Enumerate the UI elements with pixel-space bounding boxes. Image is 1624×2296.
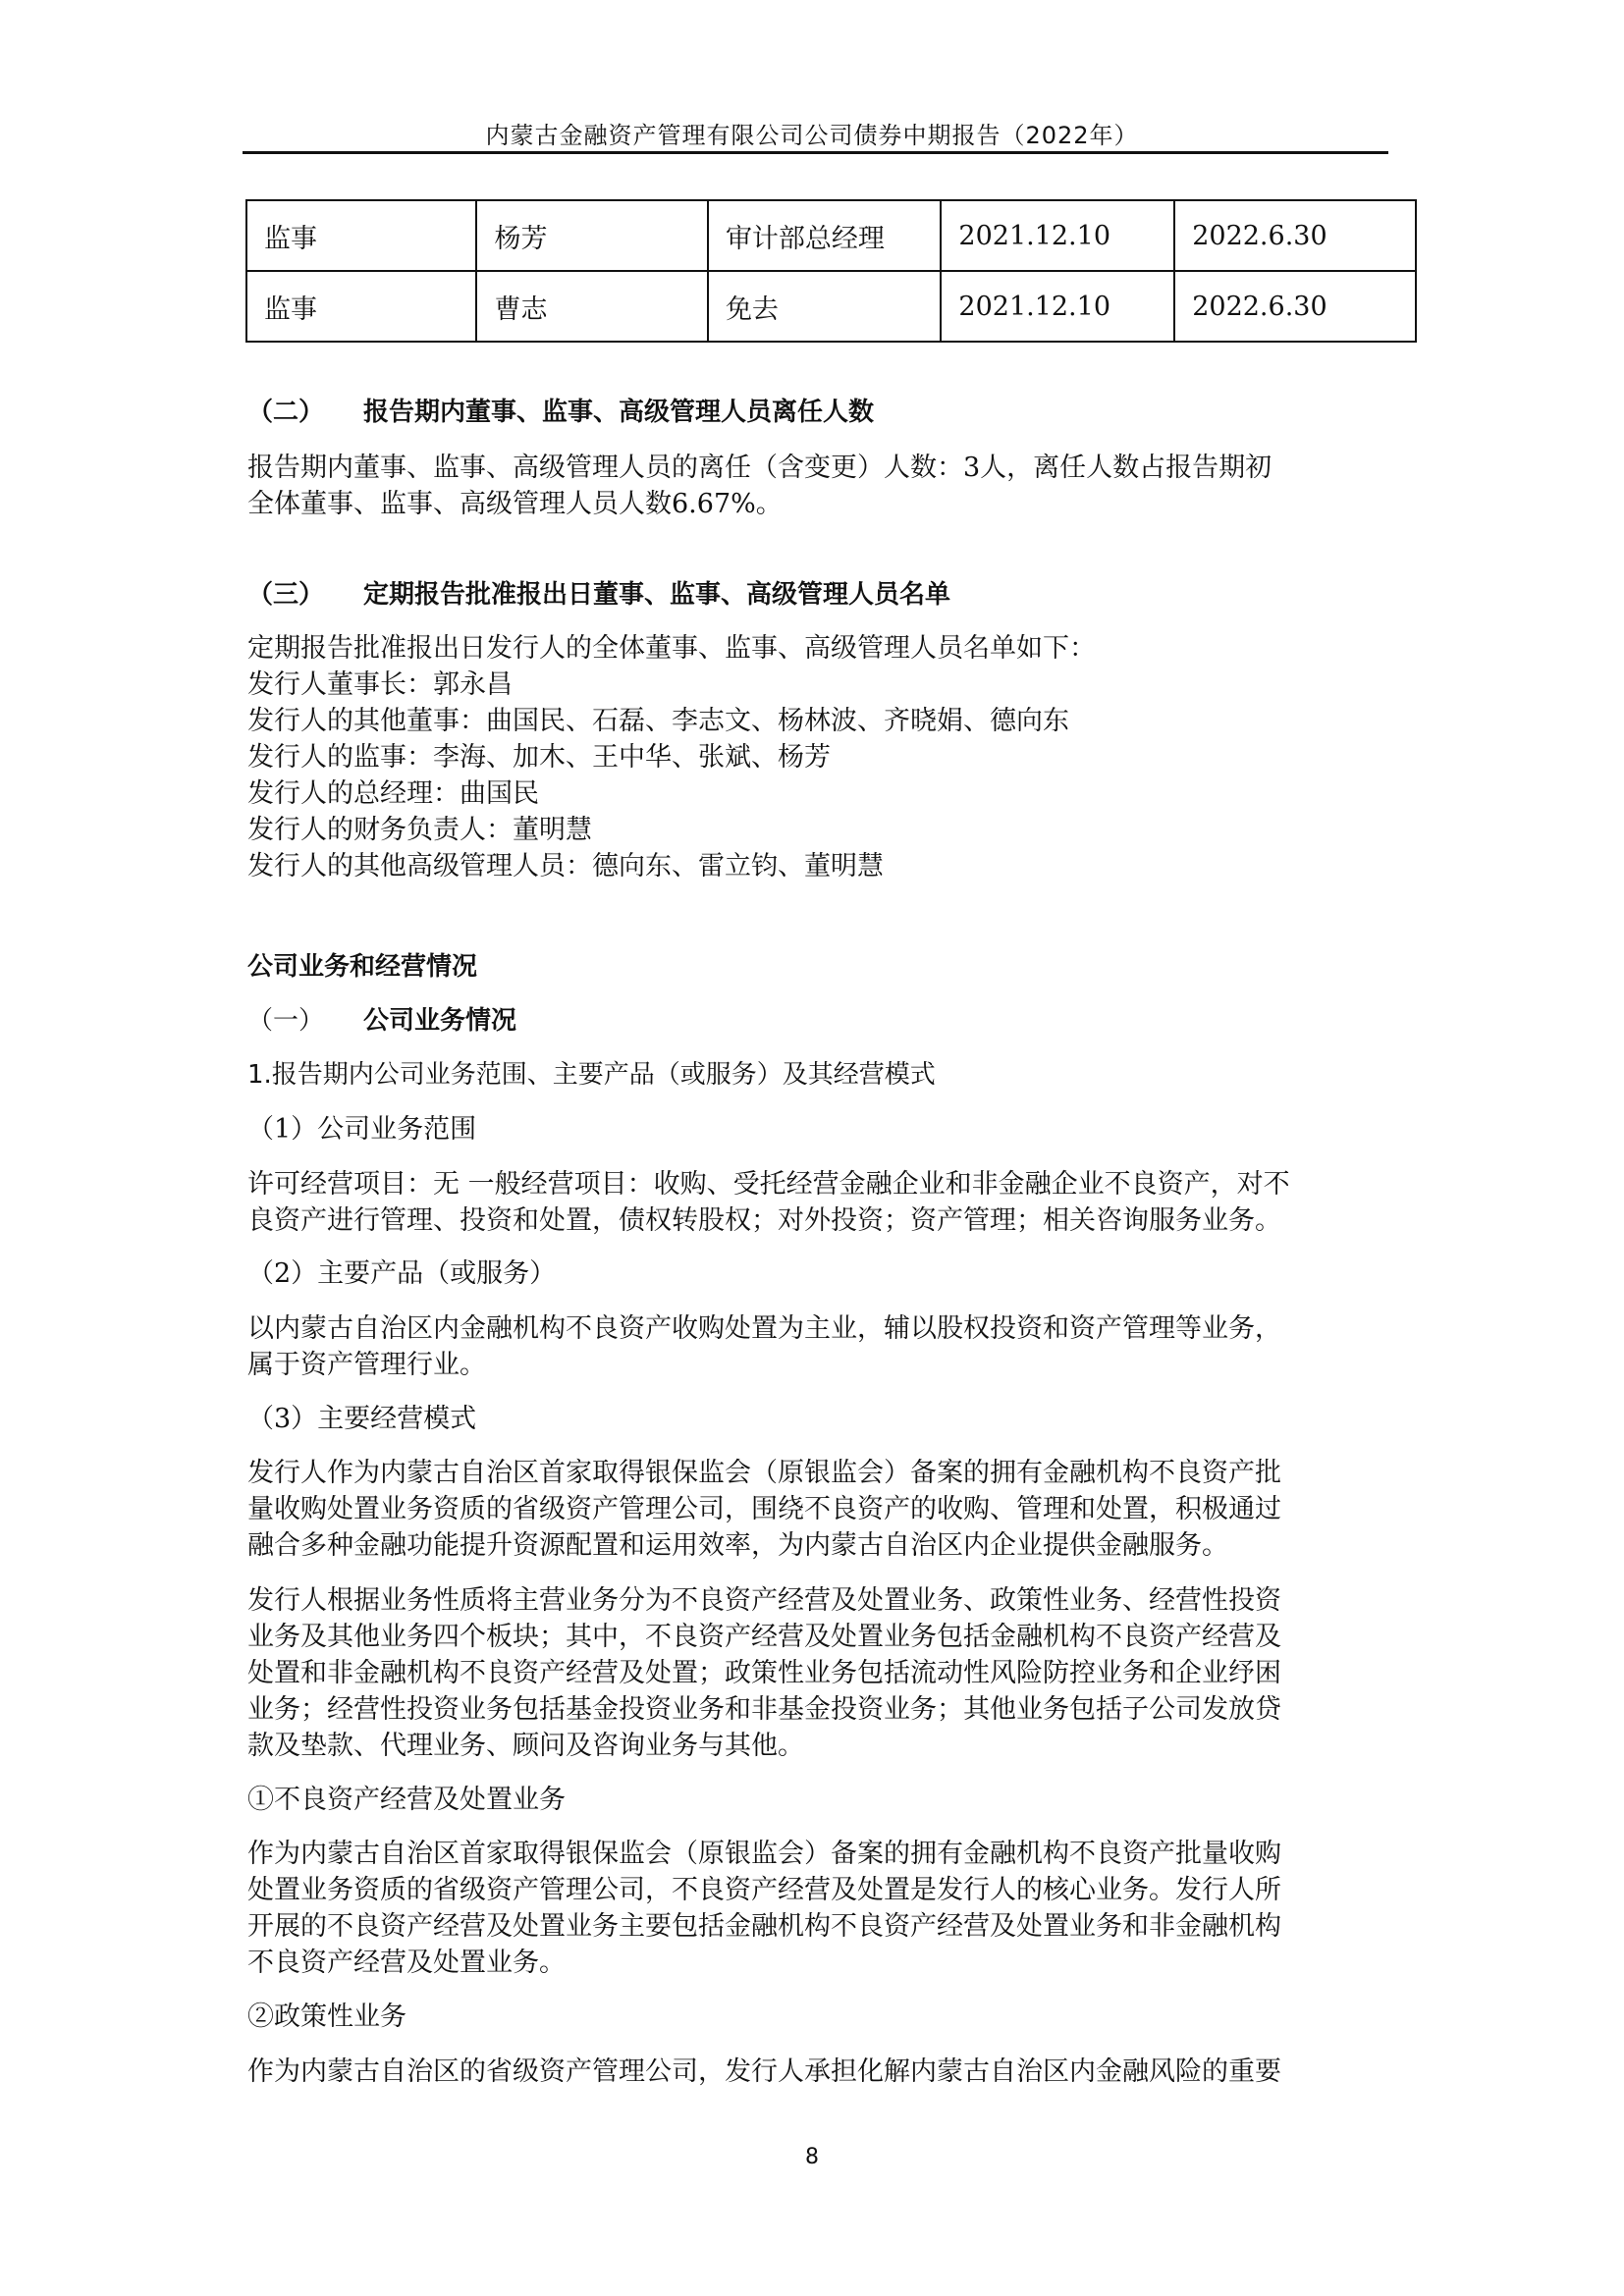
section-2-heading bbox=[247, 395, 1396, 431]
table-cell: 审计部总经理 bbox=[708, 200, 941, 271]
section-title: 公司业务情况 bbox=[363, 1006, 517, 1036]
paragraph-line: 许可经营项目：无 一般经营项目：收购、受托经营金融企业和非金融企业不良资产，对不 bbox=[247, 1169, 1290, 1200]
npa-paragraph bbox=[247, 1836, 1396, 1981]
table-cell: 2021.12.10 bbox=[941, 271, 1174, 342]
table-row bbox=[246, 200, 1416, 271]
section-title: 报告期内董事、监事、高级管理人员离任人数 bbox=[363, 398, 875, 427]
table-cell: 2022.6.30 bbox=[1174, 200, 1416, 271]
table-cell: 监事 bbox=[246, 271, 476, 342]
paragraph-line: 作为内蒙古自治区首家取得银保监会（原银监会）备案的拥有金融机构不良资产批量收购 bbox=[247, 1839, 1281, 1869]
mode-paragraph-2 bbox=[247, 1582, 1396, 1764]
report-header-title: 内蒙古金融资产管理有限公司公司债券中期报告（2022年） bbox=[485, 122, 1139, 149]
section-title: 定期报告批准报出日董事、监事、高级管理人员名单 bbox=[363, 580, 951, 610]
section-2-body bbox=[247, 450, 1396, 522]
mode-label: （3）主要经营模式 bbox=[247, 1404, 477, 1434]
page-number: 8 bbox=[805, 2145, 819, 2169]
business-heading: 公司业务和经营情况 bbox=[247, 952, 478, 982]
paragraph-line: 业务；经营性投资业务包括基金投资业务和非基金投资业务；其他业务包括子公司发放贷 bbox=[247, 1694, 1281, 1725]
table-cell: 2021.12.10 bbox=[941, 200, 1174, 271]
section-3-list bbox=[247, 630, 1396, 884]
scope-text bbox=[247, 1166, 1396, 1239]
business-item-1: 1.报告期内公司业务范围、主要产品（或服务）及其经营模式 bbox=[247, 1060, 936, 1090]
paragraph-line: 开展的不良资产经营及处置业务主要包括金融机构不良资产经营及处置业务和非金融机构 bbox=[247, 1911, 1281, 1942]
header-rule bbox=[243, 151, 1388, 154]
scope-label: （1）公司业务范围 bbox=[247, 1114, 477, 1145]
npa-label: ①不良资产经营及处置业务 bbox=[247, 1785, 566, 1815]
mode-paragraph-1 bbox=[247, 1455, 1396, 1564]
paragraph-line: 报告期内董事、监事、高级管理人员的离任（含变更）人数：3人，离任人数占报告期初 bbox=[247, 453, 1272, 483]
paragraph-line: 处置和非金融机构不良资产经营及处置；政策性业务包括流动性风险防控业务和企业纾困 bbox=[247, 1658, 1281, 1688]
table-cell: 杨芳 bbox=[476, 200, 707, 271]
list-item: 发行人的其他高级管理人员：德向东、雷立钧、董明慧 bbox=[247, 851, 884, 881]
section-number: （二） bbox=[247, 398, 325, 427]
section-number: （三） bbox=[247, 580, 325, 610]
policy-paragraph bbox=[247, 2054, 1396, 2090]
list-item: 发行人董事长：郭永昌 bbox=[247, 669, 513, 700]
paragraph-line: 作为内蒙古自治区的省级资产管理公司，发行人承担化解内蒙古自治区内金融风险的重要 bbox=[247, 2056, 1281, 2087]
table-cell: 免去 bbox=[708, 271, 941, 342]
table-row bbox=[246, 271, 1416, 342]
paragraph-line: 量收购处置业务资质的省级资产管理公司，围绕不良资产的收购、管理和处置，积极通过 bbox=[247, 1494, 1281, 1524]
paragraph-line: 款及垫款、代理业务、顾问及咨询业务与其他。 bbox=[247, 1731, 804, 1761]
product-text bbox=[247, 1310, 1396, 1383]
business-subheading bbox=[247, 1003, 1396, 1040]
paragraph-line: 发行人根据业务性质将主营业务分为不良资产经营及处置业务、政策性业务、经营性投资 bbox=[247, 1585, 1281, 1616]
list-item: 发行人的总经理：曲国民 bbox=[247, 778, 539, 809]
list-item: 发行人的监事：李海、加木、王中华、张斌、杨芳 bbox=[247, 742, 831, 773]
personnel-change-table bbox=[245, 199, 1417, 343]
list-item: 发行人的财务负责人：董明慧 bbox=[247, 815, 592, 845]
paragraph-line: 属于资产管理行业。 bbox=[247, 1350, 486, 1380]
table-cell: 监事 bbox=[246, 200, 476, 271]
section-number: （一） bbox=[247, 1006, 325, 1036]
paragraph-line: 融合多种金融功能提升资源配置和运用效率，为内蒙古自治区内企业提供金融服务。 bbox=[247, 1530, 1228, 1561]
list-item: 定期报告批准报出日发行人的全体董事、监事、高级管理人员名单如下： bbox=[247, 633, 1096, 664]
paragraph-line: 业务及其他业务四个板块；其中，不良资产经营及处置业务包括金融机构不良资产经营及 bbox=[247, 1622, 1281, 1652]
paragraph-line: 处置业务资质的省级资产管理公司，不良资产经营及处置是发行人的核心业务。发行人所 bbox=[247, 1875, 1281, 1905]
paragraph-line: 良资产进行管理、投资和处置，债权转股权；对外投资；资产管理；相关咨询服务业务。 bbox=[247, 1205, 1281, 1236]
paragraph-line: 全体董事、监事、高级管理人员人数6.67%。 bbox=[247, 489, 783, 519]
product-label: （2）主要产品（或服务） bbox=[247, 1258, 557, 1289]
paragraph-line: 不良资产经营及处置业务。 bbox=[247, 1948, 566, 1978]
paragraph-line: 发行人作为内蒙古自治区首家取得银保监会（原银监会）备案的拥有金融机构不良资产批 bbox=[247, 1458, 1281, 1488]
list-item: 发行人的其他董事：曲国民、石磊、李志文、杨林波、齐晓娟、德向东 bbox=[247, 706, 1069, 736]
paragraph-line: 以内蒙古自治区内金融机构不良资产收购处置为主业，辅以股权投资和资产管理等业务， bbox=[247, 1313, 1281, 1344]
table-cell: 2022.6.30 bbox=[1174, 271, 1416, 342]
table-cell: 曹志 bbox=[476, 271, 707, 342]
section-3-heading bbox=[247, 577, 1396, 614]
policy-label: ②政策性业务 bbox=[247, 2002, 406, 2032]
